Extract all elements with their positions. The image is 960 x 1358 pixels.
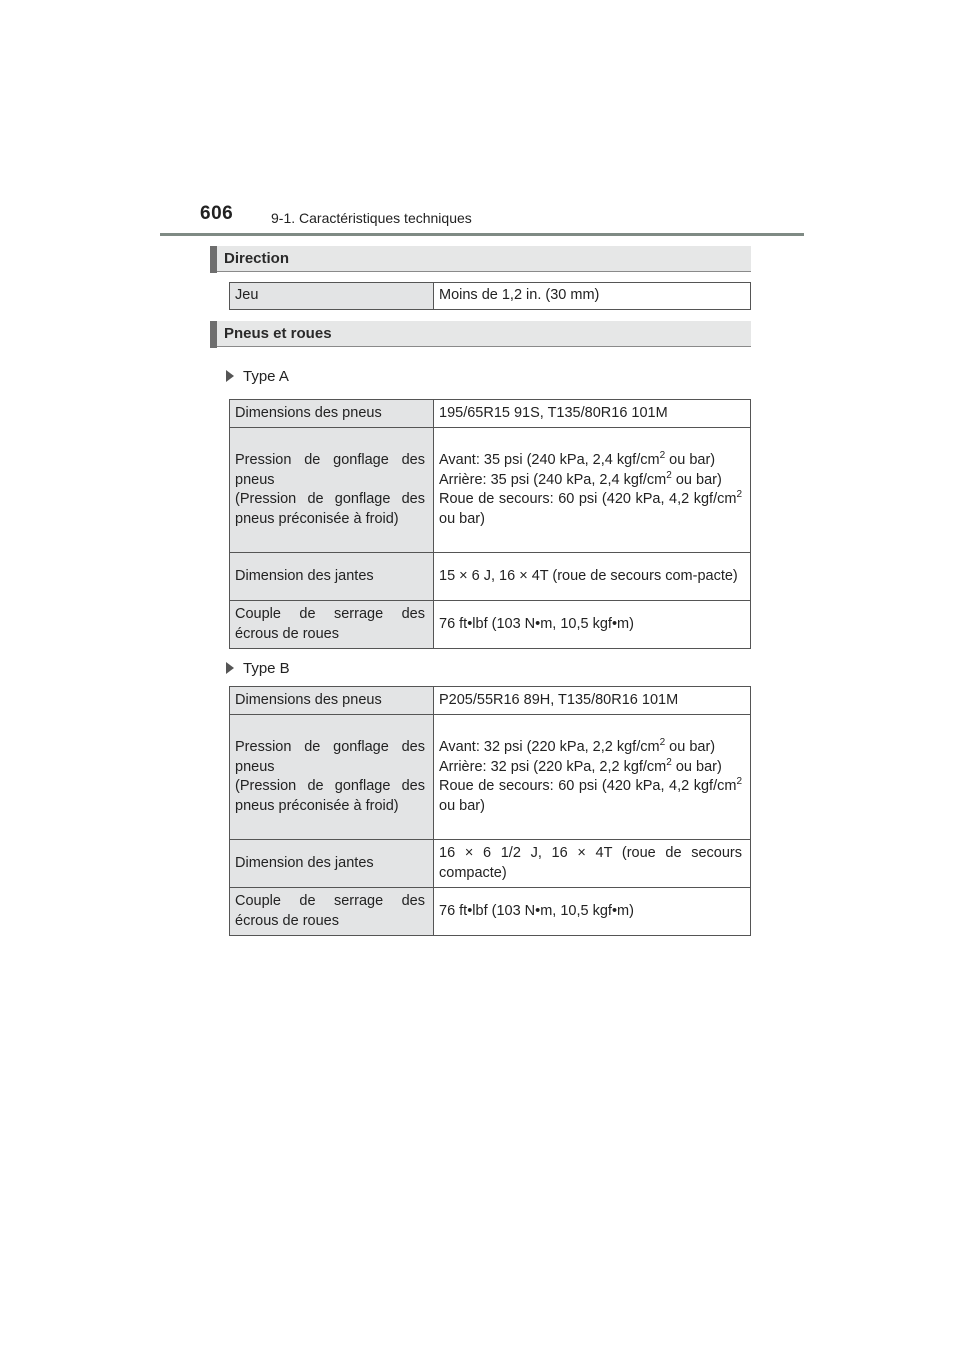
pressure-rear-unit: ou bar) — [671, 758, 722, 775]
pressure-rear-unit: ou bar) — [671, 471, 722, 488]
pressure-front — [439, 738, 742, 758]
triangle-arrow-icon — [226, 662, 234, 674]
section-heading-tires — [210, 321, 751, 347]
table-row — [230, 687, 751, 715]
table-value — [434, 715, 751, 840]
table-key: Couple de serrage des écrous de roues — [230, 888, 434, 936]
section-marker — [210, 321, 217, 348]
pressure-front — [439, 451, 742, 471]
section-title: Direction — [224, 250, 290, 267]
section-marker — [210, 246, 217, 273]
table-value: Moins de 1,2 in. (30 mm) — [434, 283, 751, 310]
table-value: 16 × 6 1/2 J, 16 × 4T (roue de secours compacte) — [434, 840, 751, 888]
table-row — [230, 888, 751, 936]
page-number: 606 — [200, 203, 234, 224]
pressure-front-text: Avant: 32 psi (220 kPa, 2,2 kgf/cm — [439, 739, 660, 755]
superscript: 2 — [736, 776, 742, 788]
table-value: 15 × 6 J, 16 × 4T (roue de secours com-pacte) — [434, 553, 751, 601]
pressure-rear-text: Arrière: 35 psi (240 kPa, 2,4 kgf/cm — [439, 471, 667, 488]
table-row — [230, 601, 751, 649]
pressure-rear — [439, 758, 742, 778]
pressure-rear-text: Arrière: 32 psi (220 kPa, 2,2 kgf/cm — [439, 758, 667, 775]
superscript: 2 — [659, 737, 666, 749]
table-key: Pression de gonflage des pneus (Pression de gonflage des pneus préconisée à froid) — [230, 428, 434, 553]
type-b-label — [226, 660, 290, 677]
pressure-front-unit: ou bar) — [665, 452, 716, 468]
section-title: Pneus et roues — [224, 325, 332, 342]
chapter-title: 9-1. Caractéristiques techniques — [271, 210, 472, 226]
pressure-spare — [439, 777, 742, 816]
superscript: 2 — [659, 450, 666, 462]
table-row — [230, 283, 751, 310]
triangle-arrow-icon — [226, 370, 234, 382]
table-key: Dimensions des pneus — [230, 400, 434, 428]
header-rule — [160, 233, 804, 236]
table-key: Dimensions des pneus — [230, 687, 434, 715]
table-key: Dimension des jantes — [230, 840, 434, 888]
table-row — [230, 840, 751, 888]
superscript: 2 — [666, 469, 672, 481]
table-key: Pression de gonflage des pneus (Pression de gonflage des pneus préconisée à froid) — [230, 715, 434, 840]
pressure-spare-unit: ou bar) — [439, 797, 485, 814]
pressure-spare — [439, 490, 742, 529]
type-a-text: Type A — [243, 368, 289, 385]
table-row — [230, 553, 751, 601]
table-key: Jeu — [230, 283, 434, 310]
table-row — [230, 715, 751, 840]
pressure-spare-text: Roue de secours: 60 psi (420 kPa, 4,2 kgf/cm — [439, 778, 737, 794]
section-heading-direction — [210, 246, 751, 272]
table-value: 195/65R15 91S, T135/80R16 101M — [434, 400, 751, 428]
table-key: Dimension des jantes — [230, 553, 434, 601]
pressure-front-unit: ou bar) — [665, 739, 716, 755]
pressure-front-text: Avant: 35 psi (240 kPa, 2,4 kgf/cm — [439, 452, 660, 468]
direction-table — [229, 282, 751, 310]
pressure-rear — [439, 471, 742, 491]
type-a-table — [229, 399, 751, 649]
table-value: 76 ft•lbf (103 N•m, 10,5 kgf•m) — [434, 888, 751, 936]
table-value — [434, 428, 751, 553]
type-a-label — [226, 368, 289, 385]
table-key: Couple de serrage des écrous de roues — [230, 601, 434, 649]
superscript: 2 — [736, 489, 742, 501]
pressure-spare-text: Roue de secours: 60 psi (420 kPa, 4,2 kgf/cm — [439, 491, 737, 507]
table-row — [230, 428, 751, 553]
table-value: 76 ft•lbf (103 N•m, 10,5 kgf•m) — [434, 601, 751, 649]
type-b-table — [229, 686, 751, 936]
table-value: P205/55R16 89H, T135/80R16 101M — [434, 687, 751, 715]
table-row — [230, 400, 751, 428]
superscript: 2 — [666, 756, 672, 768]
pressure-spare-unit: ou bar) — [439, 510, 485, 527]
type-b-text: Type B — [243, 660, 290, 677]
